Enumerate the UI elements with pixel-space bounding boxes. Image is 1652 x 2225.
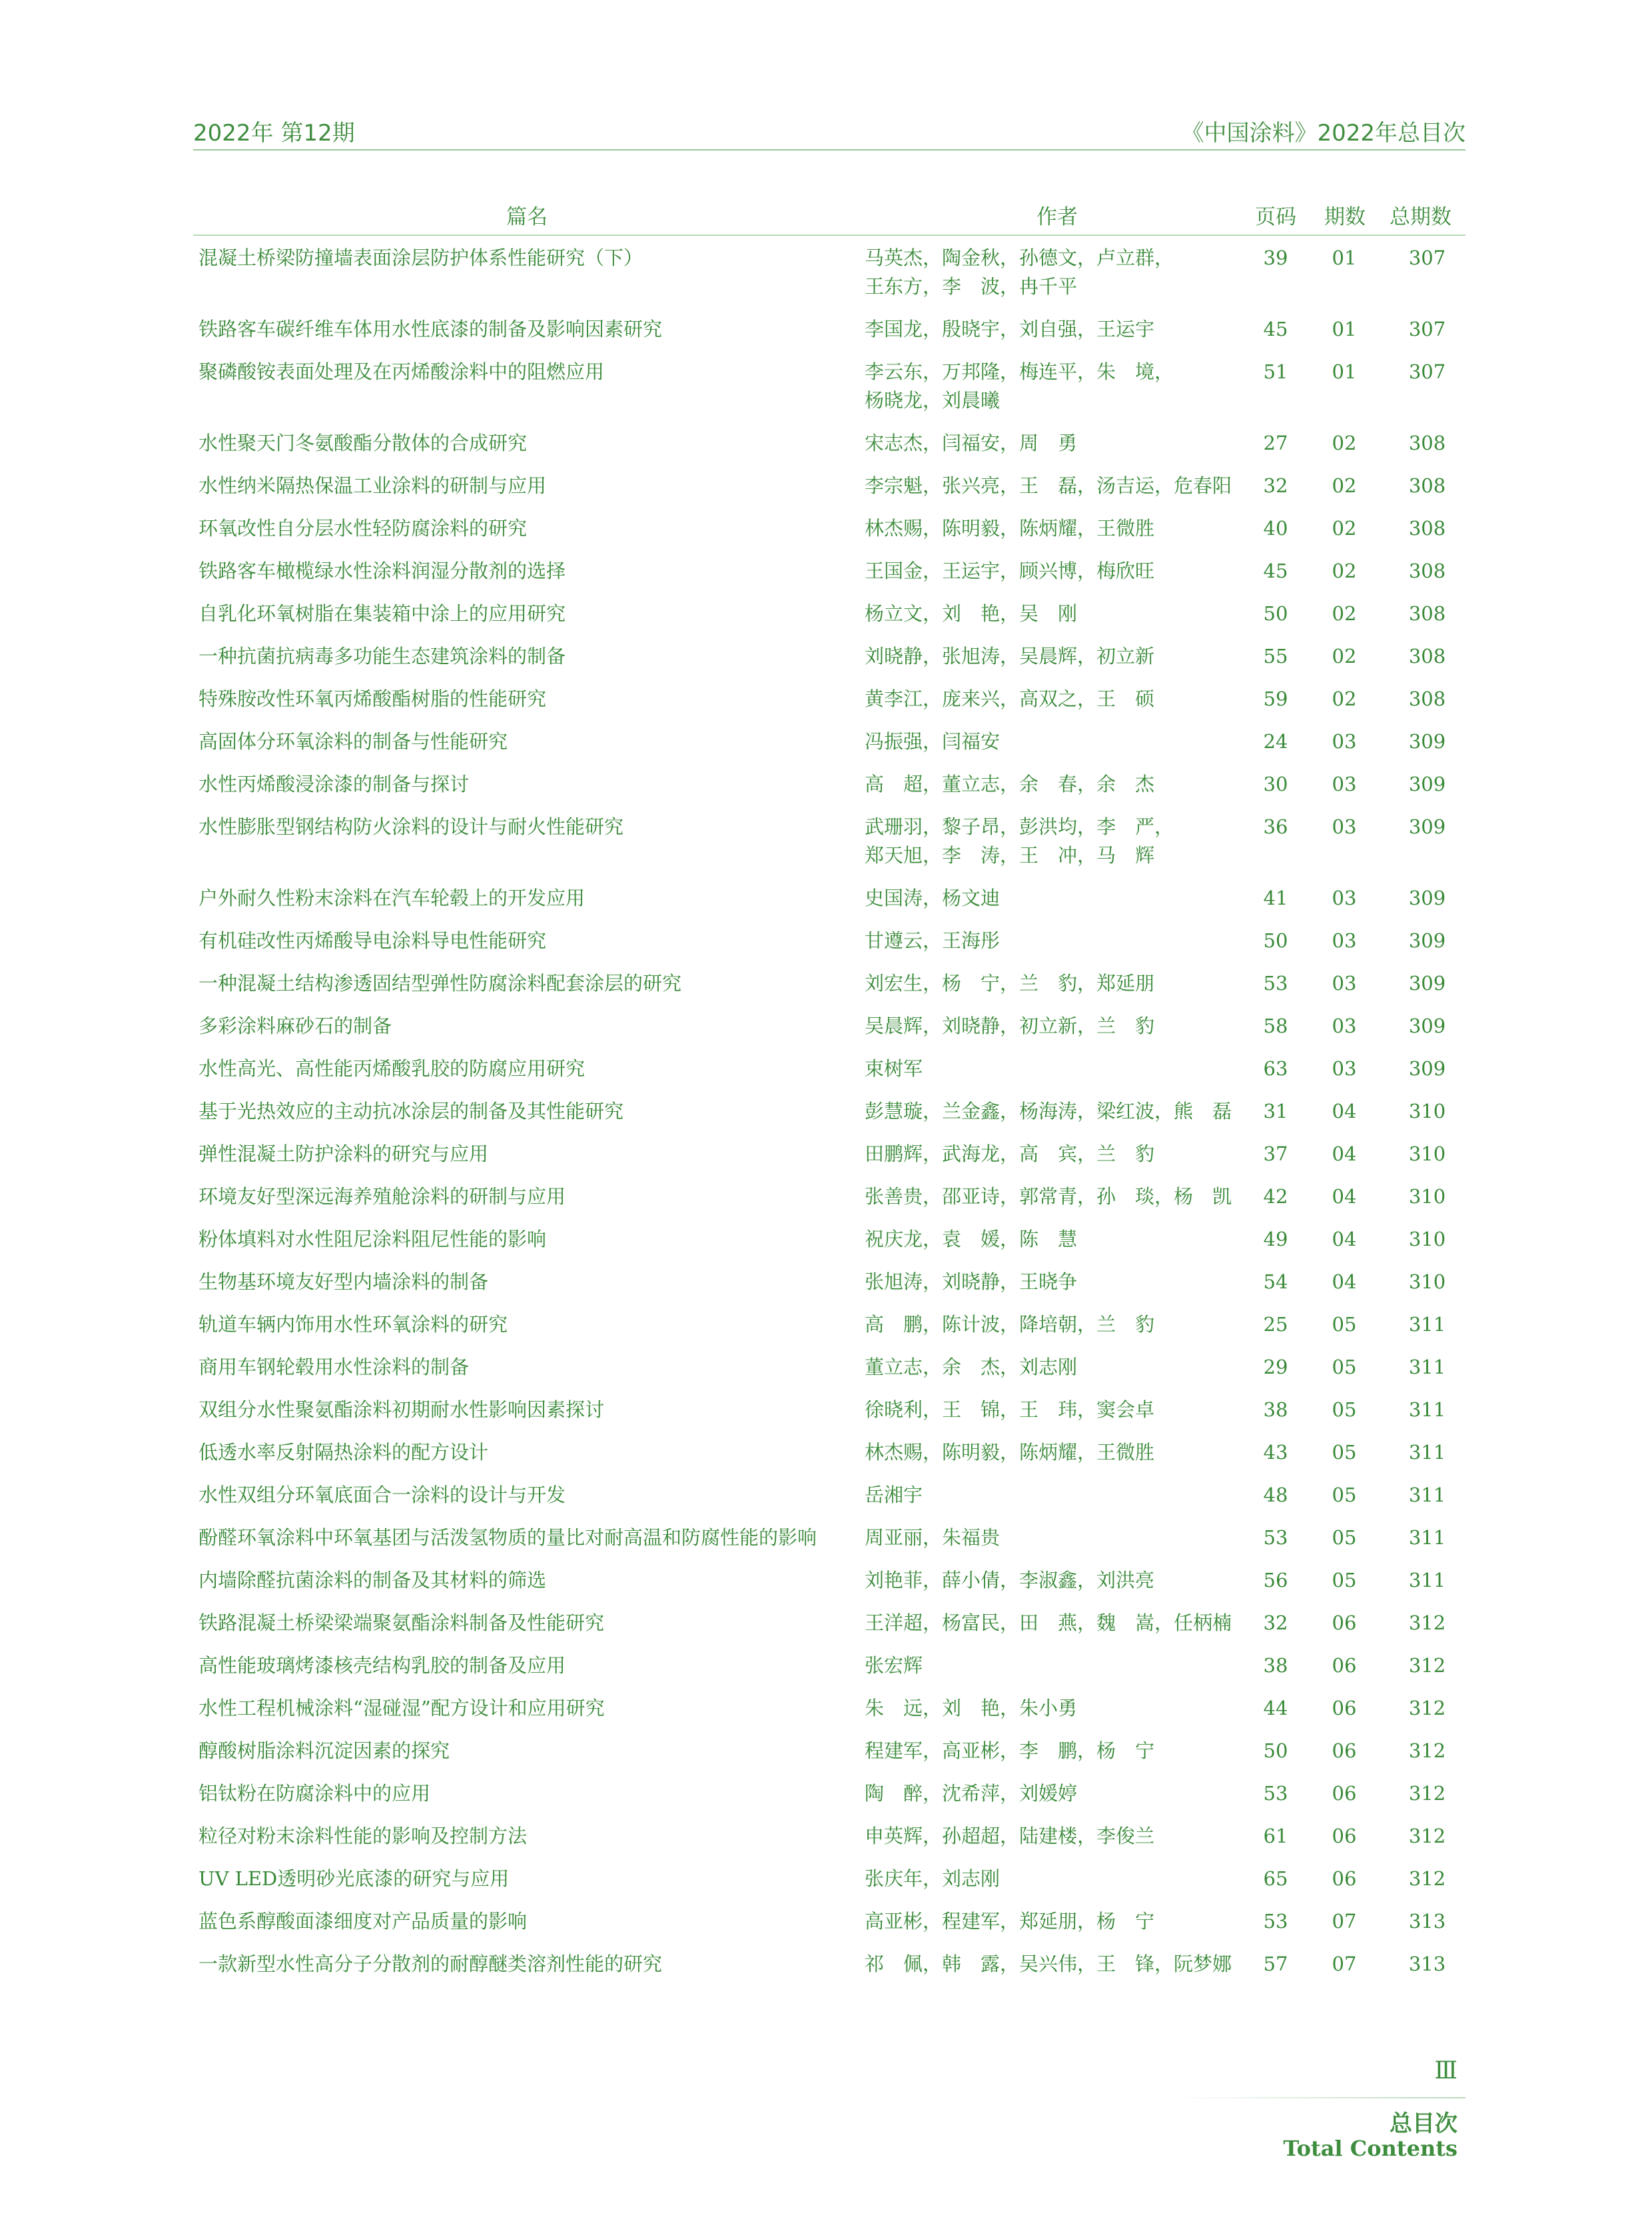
article-page: 61	[1263, 1825, 1288, 1847]
article-issue: 05	[1332, 1441, 1357, 1464]
article-total-issue: 309	[1408, 773, 1446, 795]
article-title: 弹性混凝土防护涂料的研究与应用	[199, 1142, 489, 1165]
article-issue: 06	[1332, 1867, 1357, 1890]
article-title: 生物基环境友好型内墙涂料的制备	[199, 1270, 489, 1293]
article-authors: 马英杰，陶金秋，孙德文，卢立群， 王东方，李 波，冉千平	[865, 246, 1174, 298]
article-page: 48	[1263, 1484, 1288, 1506]
article-title: 聚磷酸铵表面处理及在丙烯酸涂料中的阻燃应用	[199, 360, 605, 383]
article-total-issue: 308	[1408, 432, 1446, 454]
article-issue: 03	[1332, 730, 1357, 753]
article-issue: 05	[1332, 1313, 1357, 1336]
article-total-issue: 309	[1408, 730, 1446, 753]
article-title: 水性聚天门冬氨酸酯分散体的合成研究	[199, 432, 528, 454]
article-issue: 03	[1332, 1015, 1357, 1037]
article-issue: 05	[1332, 1484, 1357, 1506]
article-page: 54	[1263, 1270, 1288, 1293]
article-total-issue: 311	[1408, 1526, 1446, 1549]
article-page: 53	[1263, 1910, 1288, 1933]
article-issue: 04	[1332, 1270, 1357, 1293]
article-page: 57	[1263, 1953, 1288, 1975]
article-page: 45	[1263, 318, 1288, 340]
article-issue: 04	[1332, 1228, 1357, 1250]
article-page: 53	[1263, 972, 1288, 995]
article-page: 65	[1263, 1867, 1288, 1890]
article-page: 56	[1263, 1569, 1288, 1591]
column-header-title: 篇名	[506, 205, 548, 229]
article-title: 粉体填料对水性阻尼涂料阻尼性能的影响	[199, 1228, 547, 1250]
article-authors: 林杰赐，陈明毅，陈炳耀，王微胜	[865, 1441, 1155, 1464]
article-authors: 岳湘宇	[865, 1484, 923, 1506]
article-total-issue: 309	[1408, 972, 1446, 995]
article-total-issue: 313	[1408, 1910, 1446, 1933]
article-title: 双组分水性聚氨酯涂料初期耐水性影响因素探讨	[199, 1398, 605, 1421]
article-title: 混凝土桥梁防撞墙表面涂层防护体系性能研究（下）	[199, 246, 643, 269]
article-issue: 06	[1332, 1825, 1357, 1847]
article-page: 40	[1263, 517, 1288, 540]
article-title: 有机硅改性丙烯酸导电涂料导电性能研究	[199, 929, 547, 952]
article-total-issue: 307	[1408, 246, 1446, 269]
article-authors: 张旭涛，刘晓静，王晓争	[865, 1270, 1078, 1293]
article-title: 水性工程机械涂料“湿碰湿”配方设计和应用研究	[199, 1697, 605, 1719]
article-authors: 武珊羽，黎子昂，彭洪均，李 严， 郑天旭，李 涛，王 冲，马 辉	[865, 815, 1174, 867]
article-page: 39	[1263, 246, 1288, 269]
article-authors: 田鹏辉，武海龙，高 宾，兰 豹	[865, 1142, 1155, 1165]
article-title: 低透水率反射隔热涂料的配方设计	[199, 1441, 489, 1464]
article-authors: 史国涛，杨文迪	[865, 887, 1001, 909]
article-title: 户外耐久性粉末涂料在汽车轮毂上的开发应用	[199, 887, 586, 909]
article-issue: 06	[1332, 1654, 1357, 1677]
article-total-issue: 308	[1408, 687, 1446, 710]
article-authors: 程建军，高亚彬，李 鹏，杨 宁	[865, 1739, 1155, 1762]
article-issue: 06	[1332, 1782, 1357, 1805]
article-issue: 05	[1332, 1356, 1357, 1378]
article-total-issue: 308	[1408, 517, 1446, 540]
article-title: 内墙除醛抗菌涂料的制备及其材料的筛选	[199, 1569, 547, 1591]
article-issue: 05	[1332, 1526, 1357, 1549]
article-authors: 祁 佩，韩 露，吴兴伟，王 锋，阮梦娜	[865, 1953, 1232, 1975]
article-total-issue: 310	[1408, 1142, 1446, 1165]
article-title: 一款新型水性高分子分散剂的耐醇醚类溶剂性能的研究	[199, 1953, 663, 1975]
article-total-issue: 309	[1408, 1015, 1446, 1037]
article-page: 53	[1263, 1782, 1288, 1805]
article-issue: 01	[1332, 318, 1357, 340]
article-authors: 甘遵云，王海彤	[865, 929, 1001, 952]
article-issue: 02	[1332, 517, 1357, 540]
section-title-cn: 总目次	[1390, 2110, 1457, 2137]
issue-label: 2022年 第12期	[193, 120, 355, 147]
article-title: 自乳化环氧树脂在集装箱中涂上的应用研究	[199, 602, 566, 625]
article-title: 铁路混凝土桥梁梁端聚氨酯涂料制备及性能研究	[199, 1611, 605, 1634]
article-total-issue: 311	[1408, 1398, 1446, 1421]
article-title: 环境友好型深远海养殖舱涂料的研制与应用	[199, 1185, 566, 1208]
article-page: 31	[1263, 1100, 1288, 1122]
article-page: 32	[1263, 1611, 1288, 1634]
article-authors: 高 鹏，陈计波，降培朝，兰 豹	[865, 1313, 1155, 1336]
article-authors: 周亚丽，朱福贵	[865, 1526, 1001, 1549]
article-issue: 03	[1332, 929, 1357, 952]
article-issue: 03	[1332, 887, 1357, 909]
article-page: 55	[1263, 645, 1288, 668]
journal-index-title: 《中国涂料》2022年总目次	[1181, 120, 1465, 147]
article-page: 30	[1263, 773, 1288, 795]
article-issue: 05	[1332, 1398, 1357, 1421]
article-issue: 03	[1332, 972, 1357, 995]
article-title: 酚醛环氧涂料中环氧基团与活泼氢物质的量比对耐高温和防腐性能的影响	[199, 1526, 817, 1549]
article-total-issue: 310	[1408, 1185, 1446, 1208]
article-authors: 朱 远，刘 艳，朱小勇	[865, 1697, 1078, 1719]
article-total-issue: 310	[1408, 1270, 1446, 1293]
article-authors: 董立志，余 杰，刘志刚	[865, 1356, 1078, 1378]
article-title: 高性能玻璃烤漆核壳结构乳胶的制备及应用	[199, 1654, 566, 1677]
article-authors: 宋志杰，闫福安，周 勇	[865, 432, 1078, 454]
article-authors: 李云东，万邦隆，梅连平，朱 境， 杨晓龙，刘晨曦	[865, 360, 1174, 412]
article-page: 41	[1263, 887, 1288, 909]
column-header-issue: 期数	[1324, 205, 1366, 229]
article-title: 铁路客车碳纤维车体用水性底漆的制备及影响因素研究	[199, 318, 663, 340]
article-title: 轨道车辆内饰用水性环氧涂料的研究	[199, 1313, 508, 1336]
article-authors: 杨立文，刘 艳，吴 刚	[865, 602, 1078, 625]
article-authors: 林杰赐，陈明毅，陈炳耀，王微胜	[865, 517, 1155, 540]
article-total-issue: 312	[1408, 1782, 1446, 1805]
article-authors: 冯振强，闫福安	[865, 730, 1001, 753]
article-issue: 02	[1332, 602, 1357, 625]
article-title: 蓝色系醇酸面漆细度对产品质量的影响	[199, 1910, 528, 1933]
article-title: 水性高光、高性能丙烯酸乳胶的防腐应用研究	[199, 1057, 586, 1080]
article-issue: 04	[1332, 1142, 1357, 1165]
article-page: 50	[1263, 1739, 1288, 1762]
article-total-issue: 312	[1408, 1654, 1446, 1677]
article-page: 49	[1263, 1228, 1288, 1250]
article-issue: 02	[1332, 432, 1357, 454]
article-title: 水性膨胀型钢结构防火涂料的设计与耐火性能研究	[199, 815, 624, 838]
article-title: 特殊胺改性环氧丙烯酸酯树脂的性能研究	[199, 687, 547, 710]
article-title: 水性双组分环氧底面合一涂料的设计与开发	[199, 1484, 566, 1506]
article-total-issue: 312	[1408, 1697, 1446, 1719]
article-title: 多彩涂料麻砂石的制备	[199, 1015, 392, 1037]
article-authors: 陶 醉，沈希萍，刘媛婷	[865, 1782, 1078, 1805]
footer-rule	[1172, 2097, 1465, 2098]
article-issue: 03	[1332, 773, 1357, 795]
article-page: 42	[1263, 1185, 1288, 1208]
article-issue: 03	[1332, 1057, 1357, 1080]
article-total-issue: 311	[1408, 1569, 1446, 1591]
column-header-page: 页码	[1255, 205, 1296, 229]
article-page: 43	[1263, 1441, 1288, 1464]
article-title: 一种混凝土结构渗透固结型弹性防腐涂料配套涂层的研究	[199, 972, 682, 995]
article-total-issue: 308	[1408, 602, 1446, 625]
article-authors: 申英辉，孙超超，陆建楼，李俊兰	[865, 1825, 1155, 1847]
article-title: 基于光热效应的主动抗冰涂层的制备及其性能研究	[199, 1100, 624, 1122]
article-page: 38	[1263, 1654, 1288, 1677]
article-total-issue: 310	[1408, 1100, 1446, 1122]
article-total-issue: 309	[1408, 929, 1446, 952]
article-title: 粒径对粉末涂料性能的影响及控制方法	[199, 1825, 528, 1847]
article-title: 水性纳米隔热保温工业涂料的研制与应用	[199, 474, 547, 497]
article-authors: 黄李江，庞来兴，高双之，王 硕	[865, 687, 1155, 710]
article-issue: 04	[1332, 1185, 1357, 1208]
article-authors: 张宏辉	[865, 1654, 923, 1677]
article-total-issue: 311	[1408, 1313, 1446, 1336]
article-authors: 高亚彬，程建军，郑延朋，杨 宁	[865, 1910, 1155, 1933]
article-page: 27	[1263, 432, 1288, 454]
article-title: 醇酸树脂涂料沉淀因素的探究	[199, 1739, 450, 1762]
article-authors: 王国金，王运宇，顾兴博，梅欣旺	[865, 560, 1155, 582]
article-issue: 06	[1332, 1697, 1357, 1719]
article-total-issue: 311	[1408, 1441, 1446, 1464]
article-total-issue: 310	[1408, 1228, 1446, 1250]
article-total-issue: 312	[1408, 1739, 1446, 1762]
page-number: Ⅲ	[1434, 2057, 1457, 2084]
article-total-issue: 308	[1408, 474, 1446, 497]
article-page: 36	[1263, 815, 1288, 838]
article-total-issue: 312	[1408, 1611, 1446, 1634]
article-authors: 束树军	[865, 1057, 923, 1080]
article-authors: 王洋超，杨富民，田 燕，魏 嵩，任柄楠	[865, 1611, 1232, 1634]
article-title: 水性丙烯酸浸涂漆的制备与探讨	[199, 773, 470, 795]
section-title-en: Total Contents	[1283, 2136, 1457, 2161]
article-issue: 06	[1332, 1611, 1357, 1634]
article-total-issue: 309	[1408, 1057, 1446, 1080]
article-authors: 刘宏生，杨 宁，兰 豹，郑延朋	[865, 972, 1155, 995]
article-total-issue: 309	[1408, 815, 1446, 838]
article-authors: 李宗魁，张兴亮，王 磊，汤吉运，危春阳	[865, 474, 1232, 497]
article-total-issue: 311	[1408, 1356, 1446, 1378]
article-issue: 01	[1332, 246, 1357, 269]
article-authors: 刘晓静，张旭涛，吴晨辉，初立新	[865, 645, 1155, 668]
article-authors: 张庆年，刘志刚	[865, 1867, 1001, 1890]
article-total-issue: 307	[1408, 360, 1446, 383]
article-page: 58	[1263, 1015, 1288, 1037]
article-authors: 刘艳菲，薛小倩，李淑鑫，刘洪亮	[865, 1569, 1155, 1591]
article-authors: 徐晓利，王 锦，王 玮，窦会卓	[865, 1398, 1155, 1421]
article-issue: 02	[1332, 687, 1357, 710]
article-issue: 02	[1332, 645, 1357, 668]
article-authors: 吴晨辉，刘晓静，初立新，兰 豹	[865, 1015, 1155, 1037]
column-header-author: 作者	[1036, 205, 1078, 229]
article-total-issue: 309	[1408, 887, 1446, 909]
article-page: 59	[1263, 687, 1288, 710]
article-issue: 02	[1332, 474, 1357, 497]
column-header-total: 总期数	[1390, 205, 1451, 229]
article-issue: 01	[1332, 360, 1357, 383]
article-issue: 03	[1332, 815, 1357, 838]
article-page: 51	[1263, 360, 1288, 383]
article-issue: 06	[1332, 1739, 1357, 1762]
article-issue: 05	[1332, 1569, 1357, 1591]
article-authors: 张善贵，邵亚诗，郭常青，孙 琰，杨 凯	[865, 1185, 1232, 1208]
article-page: 63	[1263, 1057, 1288, 1080]
article-issue: 07	[1332, 1910, 1357, 1933]
article-page: 24	[1263, 730, 1288, 753]
article-authors: 彭慧璇，兰金鑫，杨海涛，梁红波，熊 磊	[865, 1100, 1232, 1122]
article-authors: 祝庆龙，袁 媛，陈 慧	[865, 1228, 1078, 1250]
article-page: 50	[1263, 929, 1288, 952]
article-page: 50	[1263, 602, 1288, 625]
article-issue: 02	[1332, 560, 1357, 582]
article-total-issue: 308	[1408, 560, 1446, 582]
article-issue: 04	[1332, 1100, 1357, 1122]
article-total-issue: 312	[1408, 1825, 1446, 1847]
article-page: 37	[1263, 1142, 1288, 1165]
article-page: 38	[1263, 1398, 1288, 1421]
article-title: 铁路客车橄榄绿水性涂料润湿分散剂的选择	[199, 560, 566, 582]
article-issue: 07	[1332, 1953, 1357, 1975]
article-page: 44	[1263, 1697, 1288, 1719]
article-page: 53	[1263, 1526, 1288, 1549]
article-page: 32	[1263, 474, 1288, 497]
article-authors: 高 超，董立志，余 春，余 杰	[865, 773, 1155, 795]
article-title: 商用车钢轮毂用水性涂料的制备	[199, 1356, 470, 1378]
article-total-issue: 311	[1408, 1484, 1446, 1506]
article-total-issue: 308	[1408, 645, 1446, 668]
article-title: 铝钛粉在防腐涂料中的应用	[199, 1782, 431, 1805]
article-page: 29	[1263, 1356, 1288, 1378]
article-title: UV LED透明砂光底漆的研究与应用	[199, 1867, 510, 1890]
article-total-issue: 313	[1408, 1953, 1446, 1975]
article-title: 环氧改性自分层水性轻防腐涂料的研究	[199, 517, 528, 540]
article-total-issue: 312	[1408, 1867, 1446, 1890]
article-authors: 李国龙，殷晓宇，刘自强，王运宇	[865, 318, 1155, 340]
article-title: 高固体分环氧涂料的制备与性能研究	[199, 730, 508, 753]
article-page: 45	[1263, 560, 1288, 582]
article-title: 一种抗菌抗病毒多功能生态建筑涂料的制备	[199, 645, 566, 668]
article-page: 25	[1263, 1313, 1288, 1336]
article-total-issue: 307	[1408, 318, 1446, 340]
